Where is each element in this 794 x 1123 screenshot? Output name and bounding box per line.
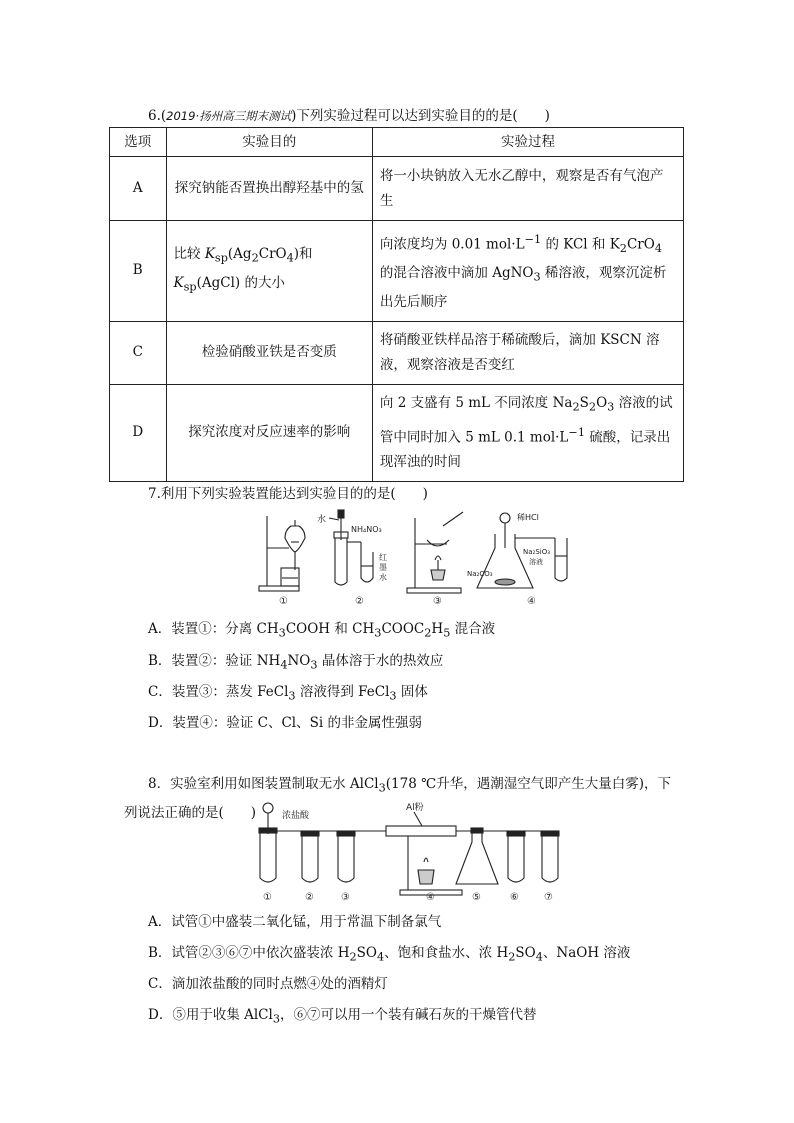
goal-cell: 检验硝酸亚铁是否变质 [166,321,372,384]
option-cell: B [110,221,167,322]
svg-text:Al粉: Al粉 [406,803,424,813]
header-option: 选项 [110,128,167,157]
table-row [110,221,684,322]
svg-text:③: ③ [341,892,350,902]
q8-option-b: B．试管②③⑥⑦中依次盛装浓 $H_2SO_4$、饱和食盐水、浓 $H_2SO_4$、NaOH 溶液 [148,945,631,964]
label-n2: ② [355,596,364,607]
separatory-funnel-apparatus [259,516,305,607]
alcl3-apparatus-train [259,801,559,902]
svg-text:Na₂SiO₃: Na₂SiO₃ [523,548,551,556]
process-cell: 向 2 支盛有 5 mL 不同浓度 $Na_2S_2O_3$ 溶液的试管中同时加入 5 mL 0.1 $mol\cdot L^{-1}$ 硫酸，记录出现浑浊的时间 [372,384,683,481]
table-row [110,157,684,221]
goal-cell: 探究浓度对反应速率的影响 [166,384,372,481]
q7-option-c: C．装置③：蒸发 FeCl$_3$ 溶液得到 FeCl$_3$ 固体 [148,684,428,703]
svg-text:⑤: ⑤ [472,892,481,902]
header-process: 实验过程 [372,128,683,157]
svg-text:①: ① [263,892,272,902]
q7-option-a: A．装置①：分离 $CH_3COOH$ 和 $CH_3COOC_2H_5$ 混合液 [148,621,496,640]
table-header-row [110,128,684,157]
q8-option-c: C．滴加浓盐酸的同时点燃④处的酒精灯 [148,976,388,992]
label-n3: ③ [433,596,442,607]
svg-text:溶液: 溶液 [529,558,543,566]
q7-option-b: B．装置②：验证 $NH_4NO_3$ 晶体溶于水的热效应 [148,653,444,672]
svg-text:墨: 墨 [379,563,387,572]
svg-text:红: 红 [379,553,387,562]
q7-stem: 7.利用下列实验装置能达到实验目的的是( ) [148,486,428,502]
evaporating-dish-apparatus [407,512,463,607]
q8-apparatus-figure [250,798,580,902]
header-goal: 实验目的 [166,128,372,157]
svg-text:水: 水 [317,515,327,525]
q7-option-d: D．装置④：验证 C、Cl、Si 的非金属性强弱 [148,715,422,731]
u-tube-apparatus [317,510,387,607]
svg-text:Na₂CO₃: Na₂CO₃ [467,570,493,578]
q6-source: 2019·扬州高三期末测试 [166,109,292,123]
table-row [110,321,684,384]
q6-table [109,127,684,482]
svg-text:水: 水 [379,573,387,582]
svg-text:⑦: ⑦ [544,892,553,902]
goal-cell: 比较 $K_{sp}(Ag_2CrO_4)$和 $K_{sp}(AgCl)$ 的大小 [166,221,372,322]
conical-flask-apparatus [467,512,567,607]
option-cell: C [110,321,167,384]
option-cell: D [110,384,167,481]
q8-option-d: D．⑤用于收集 AlCl$_3$，⑥⑦可以用一个装有碱石灰的干燥管代替 [148,1007,537,1026]
svg-text:④: ④ [426,892,435,902]
process-cell: 将一小块钠放入无水乙醇中，观察是否有气泡产生 [372,157,683,221]
q8-option-a: A．试管①中盛装二氧化锰，用于常温下制备氯气 [148,914,442,930]
label-n1: ① [279,596,288,607]
process-cell: 向浓度均为 0.01 $mol\cdot L^{-1}$ 的 KCl 和 $K_2CrO_4$ 的混合溶液中滴加 AgNO$_3$ 稀溶液，观察沉淀析出先后顺序 [372,221,683,322]
goal-cell: 探究钠能否置换出醇羟基中的氢 [166,157,372,221]
process-cell: 将硝酸亚铁样品溶于稀硫酸后，滴加 KSCN 溶液，观察溶液是否变红 [372,321,683,384]
label-n4: ④ [527,596,536,607]
q6-stem: 6.(2019·扬州高三期末测试)下列实验过程可以达到实验目的的是( ) [148,108,550,124]
svg-text:稀HCl: 稀HCl [517,513,539,522]
option-cell: A [110,157,167,221]
svg-text:NH₄NO₃: NH₄NO₃ [351,525,382,534]
svg-text:浓盐酸: 浓盐酸 [282,811,310,821]
q8-stem: 8．实验室利用如图装置制取无水 AlCl$_3$(178 ℃升华，遇潮湿空气即产生大量白雾)，下列说法正确的是( ) [124,776,671,821]
svg-text:②: ② [305,892,314,902]
table-row [110,384,684,481]
q7-apparatus-figure [255,508,585,608]
svg-text:⑥: ⑥ [510,892,519,902]
